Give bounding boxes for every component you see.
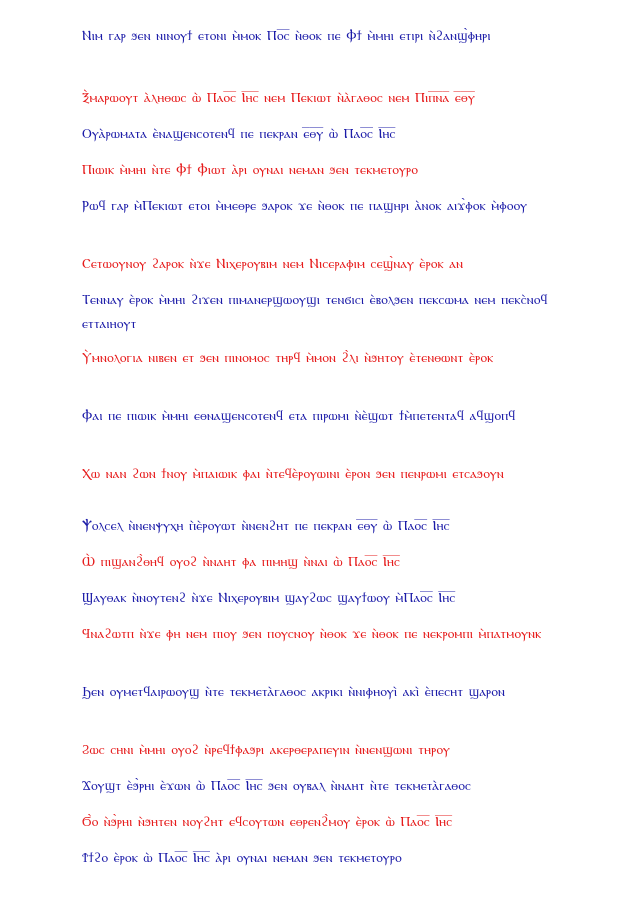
stanza-14: Ϥⲛⲁϩⲱⲧⲡ ⲛ̀ϫⲉ ⲫⲏ ⲛⲉⲙ ⲡⲓⲟⲩ ϧⲉⲛ ⲡⲟⲩⲥⲛⲟⲩ ⲛ̀ⲑⲟⲕ ϫⲉ ⲛ̀ⲑⲟⲕ ⲡⲉ ⲛⲉⲕⲣⲟⲙⲡⲓ ⲙ̀ⲡⲁⲧⲙⲟⲩⲛⲕ: [82, 626, 542, 642]
stanza-2: Ⲝ̀ⲙⲁⲣⲱⲟⲩⲧ ⲁ̀ⲗⲏⲑⲱⲥ ⲱ̀ Ⲡⲁⲟ̅ⲥ̅ Ⲓ̅ⲏ̅ⲥ̅ ⲛⲉⲙ Ⲡⲉⲕⲓⲱⲧ ⲛ̀ⲁ̀ⲅⲁⲑⲟⲥ ⲛⲉⲙ Ⲡⲓⲡ̅ⲛ̅ⲁ̅ ⲉ̅ⲑ̅ⲩ̅: [82, 90, 475, 106]
stanza-11: Ⲯⲟⲗⲥⲉⲗ ⲛ̀ⲛⲉⲛⲯⲩⲭⲏ ⲡ̀ⲉ̀ⲣⲟⲩⲱⲧ ⲛ̀ⲛⲉⲛϩⲏⲧ ⲡⲉ ⲡⲉⲕⲣⲁⲛ ⲉ̅ⲑ̅ⲩ̅ ⲱ̀ Ⲡⲁⲟ̅ⲥ̅ Ⲓ̅ⲏ̅ⲥ̅: [82, 518, 450, 534]
stanza-5: Ⲣⲱϥ ⲅⲁⲣ ⲙ̀Ⲡⲉⲕⲓⲱⲧ ⲉⲧⲟⲓ ⲙ̀ⲙⲉⲑⲣⲉ ϧⲁⲣⲟⲕ ϫⲉ ⲛ̀ⲑⲟⲕ ⲡⲉ ⲡⲁϣⲏⲣⲓ ⲁ̀ⲛⲟⲕ ⲁⲓϫ̀ⲫⲟⲕ ⲙ̀ⲫⲟⲟⲩ: [82, 198, 528, 214]
stanza-12: Ⲱ̀ ⲡⲓϣⲁⲛϩ̀ⲑⲏϥ ⲟⲩⲟϩ ⲛ̀ⲛⲁⲏⲧ ⲫⲁ ⲡⲓⲙⲏϣ ⲛ̀ⲛⲁⲓ ⲱ̀ Ⲡⲁⲟ̅ⲥ̅ Ⲓ̅ⲏ̅ⲥ̅: [82, 554, 401, 570]
stanza-6: Ⲥⲉⲧⲱⲟⲩⲛⲟⲩ ϩⲁⲣⲟⲕ ⲛ̀ϫⲉ Ⲛⲓⲭⲉⲣⲟⲩⲃⲓⲙ ⲛⲉⲙ Ⲛⲓⲥⲉⲣⲁⲫⲓⲙ ⲥⲉϣ̀ⲛⲁⲩ ⲉ̀ⲣⲟⲕ ⲁⲛ: [82, 256, 464, 272]
stanza-13: Ϣⲁⲩⲑⲁⲕ ⲛ̀ⲛⲟⲩⲧⲉⲛϩ ⲛ̀ϫⲉ Ⲛⲓⲭⲉⲣⲟⲩⲃⲓⲙ ϣⲁⲩϩⲱⲥ ϣⲁⲩϯⲱⲟⲩ ⲙ̀Ⲡⲁⲟ̅ⲥ̅ Ⲓ̅ⲏ̅ⲥ̅: [82, 590, 456, 606]
stanza-3: Ⲟⲩⲁ̀ⲣⲱⲙⲁⲧⲁ ⲉ̀ⲛⲁϣⲉⲛⲥⲟⲧⲉⲛϥ ⲡⲉ ⲡⲉⲕⲣⲁⲛ ⲉ̅ⲑ̅ⲩ̅ ⲱ̀ Ⲡⲁⲟ̅ⲥ̅ Ⲓ̅ⲏ̅ⲥ̅: [82, 126, 396, 142]
stanza-8: Ⲩ̀ⲙⲛⲟⲗⲟⲅⲓⲁ ⲛⲓⲃⲉⲛ ⲉⲧ ϧⲉⲛ ⲡⲓⲛⲟⲙⲟⲥ ⲧⲏⲣϥ ⲙ̀ⲙⲟⲛ ϩ̀ⲗⲓ ⲛ̀ϧⲏⲧⲟⲩ ⲉ̀ⲧⲉⲛⲑⲱⲛⲧ ⲉ̀ⲣⲟⲕ: [82, 350, 494, 366]
stanza-18: Ϭ̀ⲟ ⲛ̀ϧ̀ⲣⲏⲓ ⲛ̀ϧⲏⲧⲉⲛ ⲛⲟⲩϩⲏⲧ ⲉϥⲥⲟⲩⲧⲱⲛ ⲉⲑⲣⲉⲛϩ̀ⲙⲟⲩ ⲉ̀ⲣⲟⲕ ⲱ̀ Ⲡⲁⲟ̅ⲥ̅ Ⲓ̅ⲏ̅ⲥ̅: [82, 814, 453, 830]
stanza-15: Ϧⲉⲛ ⲟⲩⲙⲉⲧϥⲁⲓⲣⲱⲟⲩϣ ⲛ̀ⲧⲉ ⲧⲉⲕⲙⲉⲧⲁ̀ⲅⲁⲑⲟⲥ ⲁⲕⲣⲓⲕⲓ ⲛ̀ⲛⲓⲫⲏⲟⲩⲓ̀ ⲁⲕⲓ̀ ⲉ̀ⲡⲉⲥⲏⲧ ϣⲁⲣⲟⲛ: [82, 684, 506, 700]
stanza-4: Ⲡⲓⲱⲓⲕ ⲙ̀ⲙⲏⲓ ⲛ̀ⲧⲉ Ⲫϯ Ⲫⲓⲱⲧ ⲁ̀ⲣⲓ ⲟⲩⲛⲁⲓ ⲛⲉⲙⲁⲛ ϧⲉⲛ ⲧⲉⲕⲙⲉⲧⲟⲩⲣⲟ: [82, 162, 418, 178]
stanza-17: Ϫⲟⲩϣⲧ ⲉ̀ϧ̀ⲣⲏⲓ ⲉ̀ϫⲱⲛ ⲱ̀ Ⲡⲁⲟ̅ⲥ̅ Ⲓ̅ⲏ̅ⲥ̅ ϧⲉⲛ ⲟⲩⲃⲁⲗ ⲛ̀ⲛⲁⲏⲧ ⲛ̀ⲧⲉ ⲧⲉⲕⲙⲉⲧⲁ̀ⲅⲁⲑⲟⲥ: [82, 778, 472, 794]
stanza-19: Ϯϯϩⲟ ⲉ̀ⲣⲟⲕ ⲱ̀ Ⲡⲁⲟ̅ⲥ̅ Ⲓ̅ⲏ̅ⲥ̅ ⲁ̀ⲣⲓ ⲟⲩⲛⲁⲓ ⲛⲉⲙⲁⲛ ϧⲉⲛ ⲧⲉⲕⲙⲉⲧⲟⲩⲣⲟ: [82, 850, 402, 866]
stanza-1: Ⲛⲓⲙ ⲅⲁⲣ ϧⲉⲛ ⲛⲓⲛⲟⲩϯ ⲉⲧⲟⲛⲓ ⲙ̀ⲙⲟⲕ Ⲡⲟ̅ⲥ̅ ⲛ̀ⲑⲟⲕ ⲡⲉ Ⲫϯ ⲙ̀ⲙⲏⲓ ⲉⲧⲓⲣⲓ ⲛ̀ϩⲁⲛϣ̀ⲫⲏⲣⲓ: [82, 28, 491, 44]
stanza-9: Ⲫⲁⲓ ⲡⲉ ⲡⲓⲱⲓⲕ ⲙ̀ⲙⲏⲓ ⲉⲑⲛⲁϣⲉⲛⲥⲟⲧⲉⲛϥ ⲉⲧⲁ ⲡⲓⲣⲱⲙⲓ ⲛ̀ⲉ̀ϣⲱⲧ ϯⲙ̀ⲡⲉⲧⲉⲛⲧⲁϥ ⲁϥϣⲟⲡϥ: [82, 408, 516, 424]
stanza-16: Ϩⲱⲥ ⲥⲏⲛⲓ ⲙ̀ⲙⲏⲓ ⲟⲩⲟϩ ⲛ̀ⲣⲉϥϯⲫⲁϧⲣⲓ ⲁⲕⲉⲣⲑⲉⲣⲁⲡⲉⲩⲓⲛ ⲛ̀ⲛⲉⲛϣⲱⲛⲓ ⲧⲏⲣⲟⲩ: [82, 742, 451, 758]
stanza-10: Ⲭⲱ ⲛⲁⲛ ϩⲱⲛ ϯⲛⲟⲩ ⲙ̀ⲡⲁⲓⲱⲓⲕ ⲫⲁⲓ ⲛ̀ⲧⲉϥⲉ̀ⲣⲟⲩⲱⲓⲛⲓ ⲉ̀ⲣⲟⲛ ϧⲉⲛ ⲡⲉⲛⲣⲱⲙⲓ ⲉⲧⲥⲁϧⲟⲩⲛ: [82, 466, 504, 482]
stanza-7: Ⲧⲉⲛⲛⲁⲩ ⲉ̀ⲣⲟⲕ ⲙ̀ⲙⲏⲓ ϩⲓϫⲉⲛ ⲡⲓⲙⲁⲛⲉⲣϣⲱⲟⲩϣⲓ ⲧⲉⲛϭⲓⲥⲓ ⲉ̀ⲃⲟⲗϧⲉⲛ ⲡⲉⲕⲥⲱⲙⲁ ⲛⲉⲙ ⲡⲉⲕⲥ̀ⲛⲟϥ ⲉⲧⲧⲁⲓⲏⲟⲩⲧ: [82, 292, 548, 332]
